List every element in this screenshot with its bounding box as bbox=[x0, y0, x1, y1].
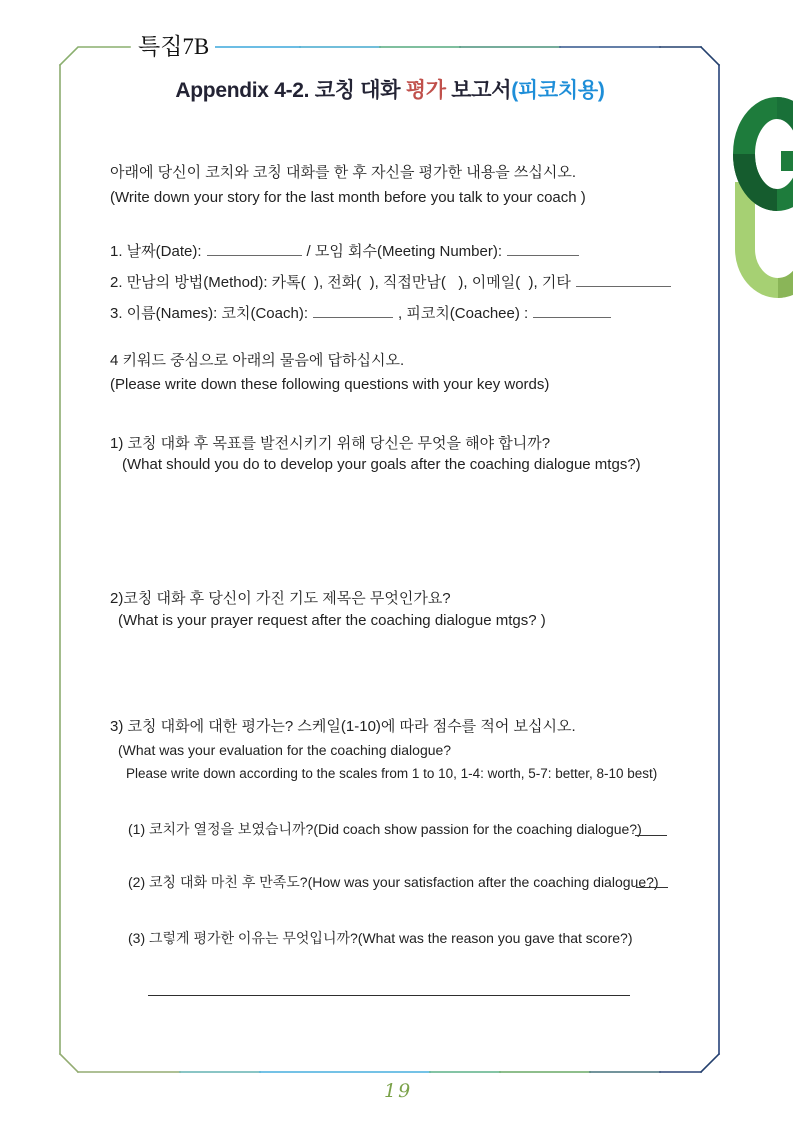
logo-letter-g bbox=[744, 108, 793, 200]
page-title bbox=[60, 74, 720, 104]
field-coachee-label: , 피코치(Coachee) : bbox=[398, 305, 529, 322]
answer-line bbox=[148, 995, 630, 996]
intro-line-en: (Write down your story for the last month before you talk to your coach ) bbox=[110, 189, 586, 206]
coach-name-blank bbox=[313, 303, 393, 318]
question-2-en: (What is your prayer request after the coaching dialogue mtgs? ) bbox=[118, 612, 546, 629]
question-3-en: (What was your evaluation for the coaching dialogue? bbox=[118, 742, 452, 758]
field-coach-label: 3. 이름(Names): 코치(Coach): bbox=[110, 305, 308, 322]
title-accent-blue: (피코치용) bbox=[511, 79, 605, 102]
score-item-1: (1) 코치가 열정을 보였습니까?(Did coach show passion for the coaching dialogue?) bbox=[128, 821, 642, 837]
meeting-number-blank bbox=[507, 241, 579, 256]
score-blank-1 bbox=[635, 822, 667, 836]
score-blank-2 bbox=[636, 874, 668, 888]
instruction-line-en: (Please write down these following questions with your key words) bbox=[110, 376, 550, 393]
question-3-en2: Please write down according to the scales from 1 to 10, 1-4: worth, 5-7: better, 8-10 best) bbox=[126, 766, 658, 781]
field-date-meeting bbox=[110, 240, 584, 261]
score-item-3: (3) 그렇게 평가한 이유는 무엇입니까?(What was the reason you gave that score?) bbox=[128, 930, 633, 946]
field-meeting-label: / 모임 회수(Meeting Number): bbox=[306, 243, 503, 260]
question-3-ko: 3) 코칭 대화에 대한 평가는? 스케일(1-10)에 따라 점수를 적어 보십시오. bbox=[110, 718, 576, 735]
date-blank bbox=[207, 241, 302, 256]
field-names bbox=[110, 302, 616, 323]
title-accent-red: 평가 bbox=[405, 79, 446, 102]
series-tag: 특집7B bbox=[132, 28, 215, 61]
field-method bbox=[110, 271, 676, 292]
coachee-name-blank bbox=[533, 303, 611, 318]
score-item-2: (2) 코칭 대화 마친 후 만족도?(How was your satisfaction after the coaching dialogue?) bbox=[128, 874, 659, 890]
gu-logo bbox=[729, 92, 793, 302]
method-other-blank bbox=[576, 272, 671, 287]
question-1-ko: 1) 코칭 대화 후 목표를 발전시키기 위해 당신은 무엇을 해야 합니까? bbox=[110, 435, 551, 452]
field-method-label: 2. 만남의 방법(Method): 카톡( ), 전화( ), 직접만남( ), 이메일( ), 기타 bbox=[110, 274, 571, 291]
field-date-label: 1. 날짜(Date): bbox=[110, 243, 202, 260]
question-2-ko: 2)코칭 대화 후 당신이 가진 기도 제목은 무엇인가요? bbox=[110, 590, 451, 607]
title-main: Appendix 4-2. 코칭 대화 bbox=[175, 79, 406, 102]
title-main2: 보고서 bbox=[445, 79, 512, 102]
intro-line-ko: 아래에 당신이 코치와 코칭 대화를 한 후 자신을 평가한 내용을 쓰십시오. bbox=[110, 164, 577, 181]
question-1-en: (What should you do to develop your goals after the coaching dialogue mtgs?) bbox=[122, 456, 641, 473]
page-number: 19 bbox=[384, 1080, 413, 1102]
instruction-line-ko: 4 키워드 중심으로 아래의 물음에 답하십시오. bbox=[110, 352, 405, 369]
